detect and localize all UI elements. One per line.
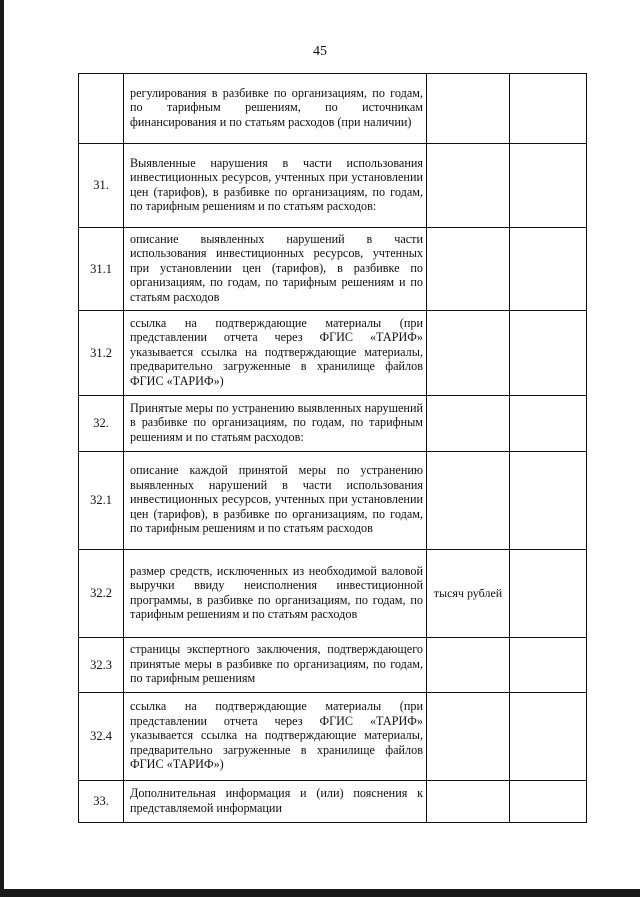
row-description: регулирования в разбивке по организациям, по годам, по тарифным решениям, по источникам финансирования и по статьям расходов (при наличии): [124, 74, 427, 144]
row-number: 31.2: [79, 311, 124, 396]
row-description: Выявленные нарушения в части использования инвестиционных ресурсов, учтенных при установлении цен (тарифов), в разбивке по организациям, по годам, по тарифным решениям и по статьям расходов:: [124, 144, 427, 228]
row-description: описание выявленных нарушений в части использования инвестиционных ресурсов, учтенных при установлении цен (тарифов), в разбивке по организациям, по годам, по тарифным решениям и по статьям расходов: [124, 228, 427, 311]
row-value: [510, 693, 587, 781]
row-value: [510, 550, 587, 638]
row-description: ссылка на подтверждающие материалы (при представлении отчета через ФГИС «ТАРИФ» указывается ссылка на подтверждающие материалы, предварительно загруженные в хранилище файлов ФГИС «ТАРИФ»): [124, 693, 427, 781]
row-unit: [427, 693, 510, 781]
row-unit: [427, 311, 510, 396]
row-number: [79, 74, 124, 144]
table-row: [79, 311, 587, 396]
scan-edge-left: [0, 0, 4, 897]
row-value: [510, 228, 587, 311]
table-row: [79, 781, 587, 823]
row-number: 32.2: [79, 550, 124, 638]
row-number: 32.1: [79, 452, 124, 550]
row-unit: [427, 228, 510, 311]
row-description: ссылка на подтверждающие материалы (при представлении отчета через ФГИС «ТАРИФ» указывается ссылка на подтверждающие материалы, предварительно загруженные в хранилище файлов ФГИС «ТАРИФ»): [124, 311, 427, 396]
row-description: описание каждой принятой меры по устранению выявленных нарушений в части использования инвестиционных ресурсов, учтенных при установлении цен (тарифов), в разбивке по организациям, по годам, по тарифным решениям и по статьям расходов: [124, 452, 427, 550]
row-number: 32.: [79, 396, 124, 452]
row-number: 32.3: [79, 638, 124, 693]
row-unit: [427, 74, 510, 144]
indicators-table: [78, 73, 587, 823]
row-value: [510, 311, 587, 396]
row-value: [510, 452, 587, 550]
row-unit: [427, 638, 510, 693]
table-row: [79, 74, 587, 144]
row-value: [510, 144, 587, 228]
table-row: [79, 693, 587, 781]
page-number: 45: [313, 44, 327, 59]
table-row: [79, 396, 587, 452]
table-row: [79, 144, 587, 228]
row-value: [510, 638, 587, 693]
row-number: 33.: [79, 781, 124, 823]
row-number: 31.1: [79, 228, 124, 311]
row-unit: тысяч рублей: [427, 550, 510, 638]
row-number: 32.4: [79, 693, 124, 781]
table-row: [79, 452, 587, 550]
row-unit: [427, 396, 510, 452]
row-value: [510, 396, 587, 452]
table-row: [79, 228, 587, 311]
scan-edge-bottom: [0, 889, 640, 897]
row-value: [510, 781, 587, 823]
table-row: [79, 550, 587, 638]
row-unit: [427, 452, 510, 550]
table-row: [79, 638, 587, 693]
row-description: Принятые меры по устранению выявленных нарушений в разбивке по организациям, по годам, по тарифным решениям и по статьям расходов:: [124, 396, 427, 452]
row-unit: [427, 781, 510, 823]
row-value: [510, 74, 587, 144]
row-description: размер средств, исключенных из необходимой валовой выручки ввиду неисполнения инвестиционной программы, в разбивке по организациям, по годам, по тарифным решениям и по статьям расходов: [124, 550, 427, 638]
row-description: Дополнительная информация и (или) пояснения к представляемой информации: [124, 781, 427, 823]
row-unit: [427, 144, 510, 228]
row-description: страницы экспертного заключения, подтверждающего принятые меры в разбивке по организациям, по годам, по тарифным решениям: [124, 638, 427, 693]
row-number: 31.: [79, 144, 124, 228]
